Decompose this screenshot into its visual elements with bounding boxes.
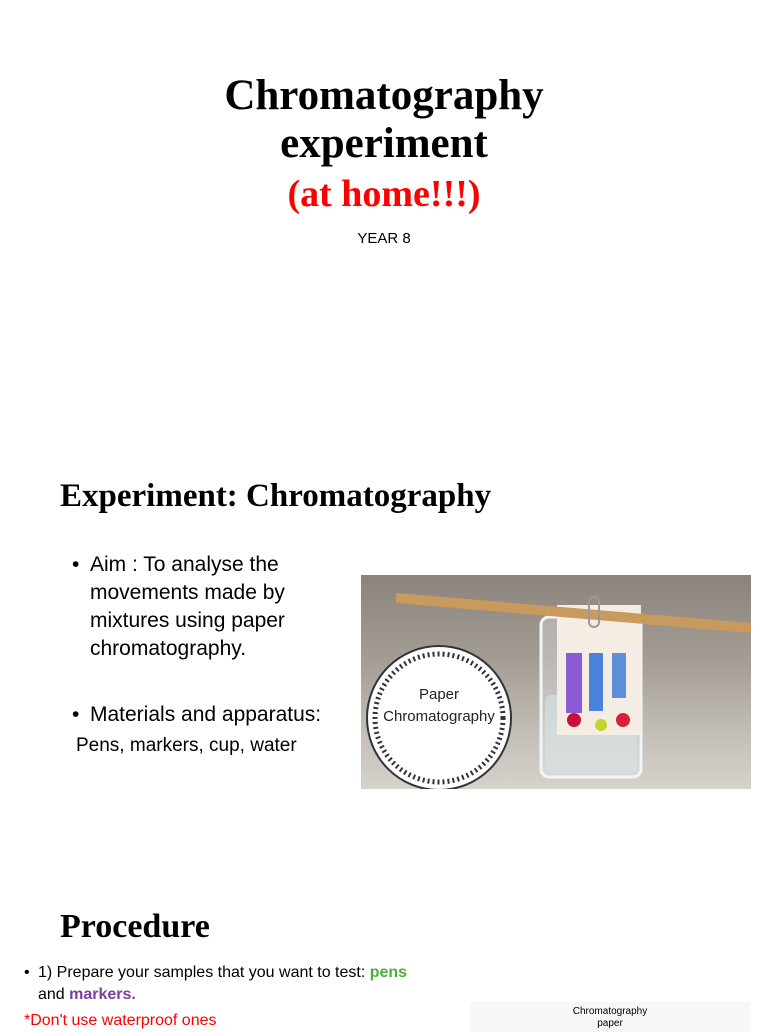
slide-subtitle: (at home!!!) <box>287 173 481 215</box>
step-1-prefix: 1) Prepare your samples that you want to test: <box>38 964 366 981</box>
mini-doc-line1: Chromatography <box>572 1006 648 1017</box>
aim-bullet <box>72 551 342 663</box>
mini-doc-line2: paper <box>597 1018 623 1029</box>
procedure-slide <box>0 880 768 1029</box>
bullet-dot: • <box>72 553 80 576</box>
year-label: YEAR 8 <box>357 230 411 247</box>
experiment-heading: Experiment: Chromatography <box>60 478 492 514</box>
materials-heading: Materials and apparatus: <box>90 703 322 726</box>
aim-text: Aim : To analyse the movements made by mixtures using paper chromatography. <box>90 553 285 660</box>
bullet-dot: • <box>72 703 80 726</box>
bullet-dot: • <box>24 964 30 981</box>
procedure-heading: Procedure <box>60 908 210 945</box>
photo-label-line1: Paper <box>418 686 460 703</box>
title-line-1: Chromatography <box>224 72 544 119</box>
waterproof-warning: *Don't use waterproof ones <box>24 1012 217 1029</box>
chromatography-photo <box>361 575 751 789</box>
step-1-pens: pens <box>369 964 408 981</box>
title-slide <box>0 0 768 440</box>
mini-document-preview <box>470 1002 750 1032</box>
photo-illustration <box>361 575 751 789</box>
experiment-slide <box>0 440 768 880</box>
step-1-text <box>24 962 464 1006</box>
step-1-and: and <box>38 986 65 1003</box>
materials-bullet <box>72 701 352 729</box>
procedure-step-1 <box>24 962 464 1006</box>
materials-list: Pens, markers, cup, water <box>76 735 297 756</box>
slide-title <box>0 72 768 168</box>
title-line-2: experiment <box>280 120 488 167</box>
step-1-markers: markers. <box>69 986 136 1003</box>
photo-label-line2: Chromatography <box>383 708 495 725</box>
